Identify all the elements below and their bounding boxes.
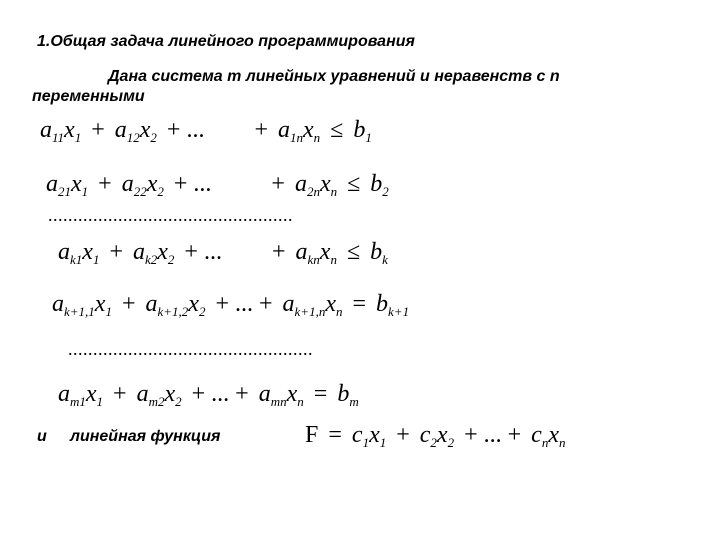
coef-a: a (278, 117, 290, 143)
ellipsis-plus: + ... (173, 171, 212, 197)
equation-2 (46, 171, 389, 200)
coef-a: a (258, 381, 271, 407)
plus-sign: + (271, 239, 286, 265)
var-subscript: n (330, 252, 337, 267)
coef-a: a (46, 171, 58, 197)
rhs-b: b (370, 171, 383, 197)
page-title: 1.Общая задача линейного программирования (37, 33, 415, 50)
var-x: x (548, 422, 559, 448)
dots-separator: ................................................. (68, 339, 313, 359)
plus-sign: + (396, 422, 410, 448)
function-label: линейная функция (70, 428, 221, 445)
coef-subscript: m2 (148, 394, 165, 409)
coef-a: a (58, 381, 70, 407)
objective-F: F (305, 422, 319, 448)
var-subscript: n (313, 130, 321, 145)
coef-a: a (136, 381, 149, 407)
coef-a: a (114, 117, 127, 143)
dots-separator: ................................................. (48, 205, 293, 225)
var-subscript: 2 (167, 252, 175, 267)
coef-a: a (282, 291, 295, 317)
coef-subscript: 2 (430, 435, 437, 450)
relation-sign: ≤ (346, 239, 361, 265)
ellipsis-plus: + ... (166, 117, 205, 143)
relation-sign: ≤ (347, 171, 361, 197)
var-subscript: 2 (157, 184, 164, 199)
coef-subscript: kn (307, 252, 320, 267)
rhs-b: b (370, 239, 383, 265)
plus-sign: + (254, 117, 268, 143)
var-x: x (94, 291, 106, 317)
var-x: x (369, 422, 380, 448)
var-subscript: 2 (198, 304, 206, 319)
coef-a: a (132, 239, 145, 265)
var-subscript: 1 (105, 304, 112, 319)
coef-subscript: 12 (126, 130, 140, 145)
rhs-subscript: m (349, 394, 359, 409)
plus-sign: + (121, 291, 136, 317)
coef-a: a (121, 171, 134, 197)
var-x: x (139, 117, 151, 143)
rhs-b: b (376, 291, 389, 317)
coef-subscript: mn (270, 394, 287, 409)
plus-sign: + (98, 171, 112, 197)
relation-sign: = (352, 291, 367, 317)
var-subscript: n (297, 394, 304, 409)
equation-1 (40, 117, 372, 146)
plus-sign: + (113, 381, 127, 407)
var-subscript: 1 (92, 252, 100, 267)
coef-subscript: 22 (133, 184, 147, 199)
coef-a: a (52, 291, 64, 317)
var-x: x (157, 239, 168, 265)
var-subscript: 2 (175, 394, 182, 409)
coef-subscript: 1 (362, 435, 370, 450)
var-x: x (325, 291, 336, 317)
var-subscript: n (335, 304, 343, 319)
equation-k (58, 239, 388, 268)
coef-subscript: n (541, 435, 549, 450)
coef-subscript: k+1,1 (64, 304, 95, 319)
coef-a: a (294, 171, 307, 197)
rhs-subscript: 2 (382, 184, 389, 199)
var-subscript: 1 (74, 130, 82, 145)
ellipsis-plus: + ... + (191, 381, 249, 407)
var-x: x (319, 171, 331, 197)
coef-subscript: m1 (70, 394, 86, 409)
relation-sign: = (313, 381, 328, 407)
ellipsis-plus: + ... (184, 239, 222, 265)
coef-a: a (58, 239, 70, 265)
ellipsis-plus: + ... + (464, 422, 522, 448)
rhs-subscript: k+1 (388, 304, 410, 319)
coef-a: a (295, 239, 308, 265)
equation-k-plus-1 (52, 291, 409, 320)
coef-c: c (351, 422, 363, 448)
relation-sign: ≤ (330, 117, 344, 143)
coef-c: c (531, 422, 542, 448)
intro-line-1: Дана система m линейных уравнений и неравенств с n (108, 68, 560, 85)
var-x: x (436, 422, 448, 448)
var-x: x (85, 381, 97, 407)
coef-subscript: k1 (70, 252, 83, 267)
coef-subscript: 1n (290, 130, 303, 145)
var-subscript: 2 (447, 435, 455, 450)
var-x: x (286, 381, 298, 407)
coef-subscript: k2 (144, 252, 158, 267)
objective-function (305, 422, 565, 451)
plus-sign: + (91, 117, 105, 143)
rhs-b: b (353, 117, 366, 143)
ellipsis-plus: + ... + (215, 291, 273, 317)
coef-subscript: k+1,n (294, 304, 326, 319)
conjunction: и (37, 428, 47, 445)
var-subscript: n (330, 184, 338, 199)
equation-m (58, 381, 359, 410)
var-x: x (319, 239, 331, 265)
coef-subscript: 21 (58, 184, 71, 199)
coef-a: a (145, 291, 158, 317)
coef-a: a (40, 117, 52, 143)
intro-line-2: переменными (32, 88, 145, 105)
coef-subscript: k+1,2 (157, 304, 189, 319)
rhs-subscript: k (382, 252, 388, 267)
var-x: x (71, 171, 82, 197)
var-x: x (188, 291, 199, 317)
var-x: x (64, 117, 75, 143)
var-subscript: 1 (96, 394, 104, 409)
coef-subscript: 11 (52, 130, 65, 145)
coef-subscript: 2n (306, 184, 320, 199)
var-subscript: 2 (150, 130, 157, 145)
plus-sign: + (271, 171, 285, 197)
var-x: x (303, 117, 314, 143)
var-x: x (82, 239, 93, 265)
coef-c: c (419, 422, 431, 448)
var-subscript: n (558, 435, 566, 450)
equals-sign: = (328, 422, 342, 448)
var-x: x (146, 171, 158, 197)
plus-sign: + (109, 239, 123, 265)
rhs-b: b (337, 381, 350, 407)
var-subscript: 1 (379, 435, 387, 450)
rhs-subscript: 1 (365, 130, 372, 145)
var-subscript: 1 (81, 184, 89, 199)
var-x: x (164, 381, 176, 407)
